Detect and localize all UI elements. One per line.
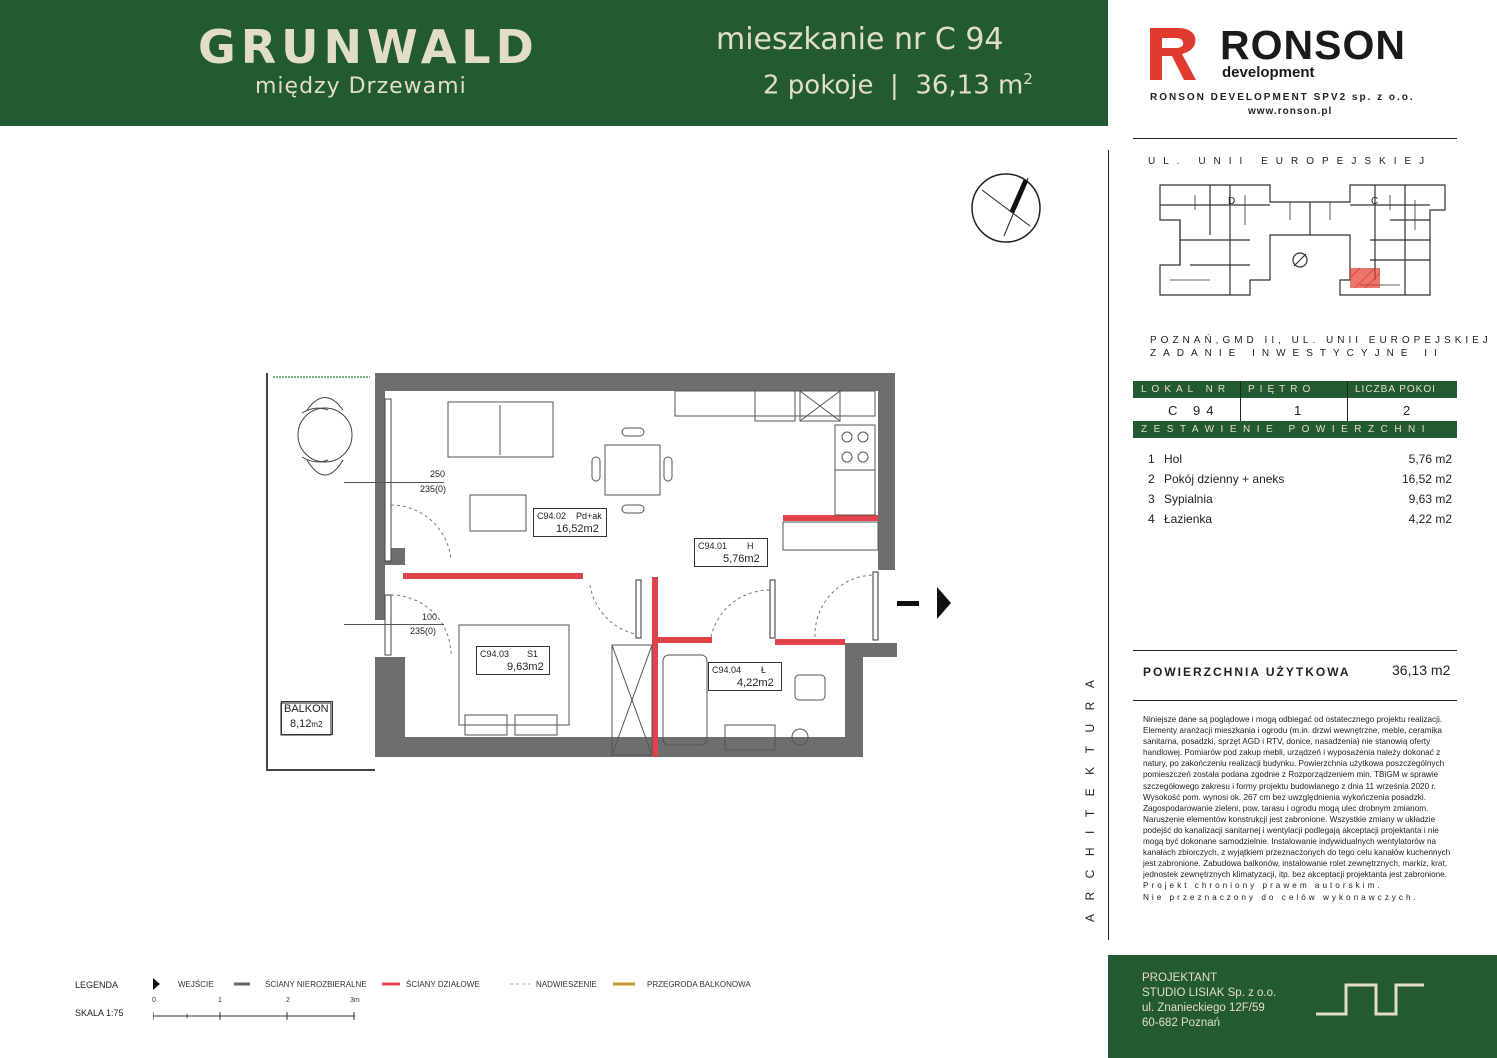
header-lokal: LOKAL NR xyxy=(1141,384,1231,395)
legend-item-balcony: PRZEGRODA BALKONOWA xyxy=(647,980,751,989)
copyright-line-2: Nie przeznaczony do celów wykonawczych. xyxy=(1143,892,1419,902)
balcony-label: BALKON xyxy=(284,703,329,715)
legend-title: LEGENDA xyxy=(75,980,119,990)
scale-tick-0: 0 xyxy=(152,997,156,1004)
summary-header: ZESTAWIENIE POWIERZCHNI xyxy=(1133,421,1457,438)
door-swings xyxy=(391,505,875,655)
designer-info xyxy=(1142,971,1276,1031)
total-area-label: POWIERZCHNIA UŻYTKOWA xyxy=(1143,665,1351,679)
divider xyxy=(1133,138,1457,139)
legend-item-entrance: WEJŚCIE xyxy=(178,980,214,989)
legend-item-partition: ŚCIANY DZIAŁOWE xyxy=(406,980,480,989)
company-name: RONSON DEVELOPMENT SPV2 sp. z o.o. xyxy=(1150,92,1415,103)
balcony-area-unit: m2 xyxy=(311,720,323,729)
legend-item-bearing: ŚCIANY NIEROZBIERALNE xyxy=(265,980,367,989)
ronson-logo-icon xyxy=(1148,28,1210,80)
compass-icon xyxy=(970,172,1042,244)
apartment-rooms: 2 pokoje xyxy=(763,70,874,101)
door-leaves xyxy=(636,572,878,640)
scale-tick-3: 3m xyxy=(350,997,360,1004)
separator: | xyxy=(881,70,908,101)
room-area: 4,22 m2 xyxy=(1408,512,1452,526)
table-divider xyxy=(1240,381,1241,421)
designer-street: ul. Znanieckiego 12F/59 xyxy=(1142,1002,1265,1014)
apartment-summary xyxy=(763,70,1033,101)
room-area: 9,63m2 xyxy=(507,661,544,673)
room-type: Ł xyxy=(761,665,767,675)
room-type: Pd+ak xyxy=(576,511,602,521)
designer-label: PROJEKTANT xyxy=(1142,972,1218,984)
scale-tick-1: 1 xyxy=(218,997,222,1004)
copyright-line-1: Projekt chroniony prawem autorskim. xyxy=(1143,881,1383,891)
room-type: S1 xyxy=(527,649,539,659)
room-area: 16,52 m2 xyxy=(1401,472,1452,486)
disclaimer-text: Niniejsze dane są poglądowe i mogą odbiegać od ostatecznego projektu realizacji. Elementy aranżacji mieszkania i ogrodu (m.in. drzwi wewnętrzne, meble, ceramika sanitarna, posadzki, sprzęt AGD i RTV, donice, nasadzenia) nie stanowią oferty handlowej. Pomiarów pod zakup mebli, urządzeń i wyposażenia należy dokonać z natury, po zakończeniu realizacji budynku. Powierzchnia użytkowa poszczególnych pomieszczeń została podana zgodnie z Rozporządzeniem min. TBiGM w sprawie szczegółowego zakresu i formy projektu budowlanego z dnia 11 września 2020 r. Wysokość pom. wynosi ok. 267 cm bez uwzględnienia wykończenia posadzki. Zagospodarowanie zieleni, pow. tarasu i ogrodu mogą ulec drobnym zmianom. Naruszenie elementów konstrukcji jest zabronione. Wszystkie zmiany w układzie podejść do kanalizacji sanitarnej i wentylacji podlegają akceptacji projektanta i nie mogą być dokonane samodzielnie. Instalowanie indywidualnych wentylatorów na kanałach zbiorczych, z wyjątkiem przeznaczonych do tego celu kanałów kuchennych jest zabronione. Zabudowa balkonów, instalowanie rolet zewnętrznych, markiz, krat, jednostek zewnętrznych klimatyzacji, itp. bez akceptacji projektanta jest zabronione. xyxy=(1143,715,1451,880)
room-area: 5,76 m2 xyxy=(1408,452,1452,466)
value-pietro: 1 xyxy=(1294,403,1302,418)
street-label: UL. UNII EUROPEJSKIEJ xyxy=(1148,156,1433,167)
value-lokal: C 94 xyxy=(1168,403,1220,418)
logo-name: RONSON xyxy=(1220,22,1406,68)
room-row-1 xyxy=(1148,452,1452,466)
room-no: 1 xyxy=(1148,452,1155,466)
table-header-bar xyxy=(1133,381,1457,398)
website[interactable]: www.ronson.pl xyxy=(1248,106,1333,117)
room-tag-hall xyxy=(694,538,768,567)
divider xyxy=(1133,650,1457,651)
scale-label: SKALA 1:75 xyxy=(75,1008,124,1018)
location-line-2: ZADANIE INWESTYCYJNE II xyxy=(1150,348,1444,359)
room-area: 5,76m2 xyxy=(723,553,760,565)
room-code: C94.01 xyxy=(698,541,728,551)
area-superscript: 2 xyxy=(1023,70,1033,88)
architektura-label xyxy=(1080,612,1100,932)
room-area: 4,22m2 xyxy=(737,677,774,689)
brand-title: GRUNWALD xyxy=(198,20,539,74)
room-area: 9,63 m2 xyxy=(1408,492,1452,506)
header-banner xyxy=(0,0,1108,126)
site-plan-map xyxy=(1150,180,1455,305)
room-name: Hol xyxy=(1164,452,1183,466)
entrance-arrow-icon xyxy=(897,587,951,619)
studio-lisiak-logo-icon xyxy=(1316,982,1426,1018)
room-name: Sypialnia xyxy=(1164,492,1213,506)
apartment-area: 36,13 m xyxy=(915,70,1024,101)
designer-city: 60-682 Poznań xyxy=(1142,1017,1221,1029)
floor-plan xyxy=(255,365,965,775)
bearing-walls xyxy=(375,373,897,757)
window-dim-2-bottom: 235(0) xyxy=(410,626,437,636)
header-liczba-pokoi: LICZBA POKOI xyxy=(1355,384,1436,395)
room-row-3 xyxy=(1148,492,1452,506)
window-dim-1-top: 250 xyxy=(430,469,446,479)
room-no: 3 xyxy=(1148,492,1155,506)
window-dim-1-bottom: 235(0) xyxy=(420,484,447,494)
windows xyxy=(385,399,391,655)
room-tag-bathroom xyxy=(708,662,782,691)
legend-item-overhang: NADWIESZENIE xyxy=(536,980,597,989)
dim-line xyxy=(344,482,444,483)
scale-tick-2: 2 xyxy=(286,997,290,1004)
location-line-1: POZNAŃ,GMD II, UL. UNII EUROPEJSKIEJ xyxy=(1150,335,1492,346)
dim-line xyxy=(344,624,444,625)
room-tag-living xyxy=(533,508,607,537)
room-code: C94.04 xyxy=(712,665,742,675)
room-row-2 xyxy=(1148,472,1452,486)
wing-c-label: C xyxy=(1371,196,1379,207)
divider-vertical xyxy=(1108,150,1109,940)
apartment-title: mieszkanie nr C 94 xyxy=(716,22,1004,57)
room-code: C94.02 xyxy=(537,511,567,521)
room-name: Pokój dzienny + aneks xyxy=(1164,472,1285,486)
disclaimer xyxy=(1143,714,1453,903)
wing-d-label: D xyxy=(1228,196,1236,207)
table-divider xyxy=(1347,381,1348,421)
room-code: C94.03 xyxy=(480,649,510,659)
balcony-tag xyxy=(281,701,333,735)
scale-bar xyxy=(153,1010,363,1022)
room-row-4 xyxy=(1148,512,1452,526)
room-no: 4 xyxy=(1148,512,1155,526)
designer-company: STUDIO LISIAK Sp. z o.o. xyxy=(1142,987,1277,999)
room-area: 16,52m2 xyxy=(556,523,599,535)
room-type: H xyxy=(747,541,754,551)
room-no: 2 xyxy=(1148,472,1155,486)
value-liczba-pokoi: 2 xyxy=(1403,403,1411,418)
balcony-area-value: 8,12 xyxy=(290,718,312,730)
total-area-value: 36,13 m2 xyxy=(1392,662,1451,678)
logo-subtitle: development xyxy=(1222,64,1315,81)
entrance-legend-icon xyxy=(153,978,160,990)
room-name: Łazienka xyxy=(1164,512,1213,526)
brand-subtitle: między Drzewami xyxy=(255,74,467,99)
window-dim-2-top: 100 xyxy=(422,612,438,622)
divider xyxy=(1133,700,1457,701)
architektura-text: ARCHITEKTURA xyxy=(1083,666,1097,922)
header-pietro: PIĘTRO xyxy=(1248,384,1316,395)
balcony-area xyxy=(290,718,323,730)
room-tag-bedroom xyxy=(476,646,550,675)
